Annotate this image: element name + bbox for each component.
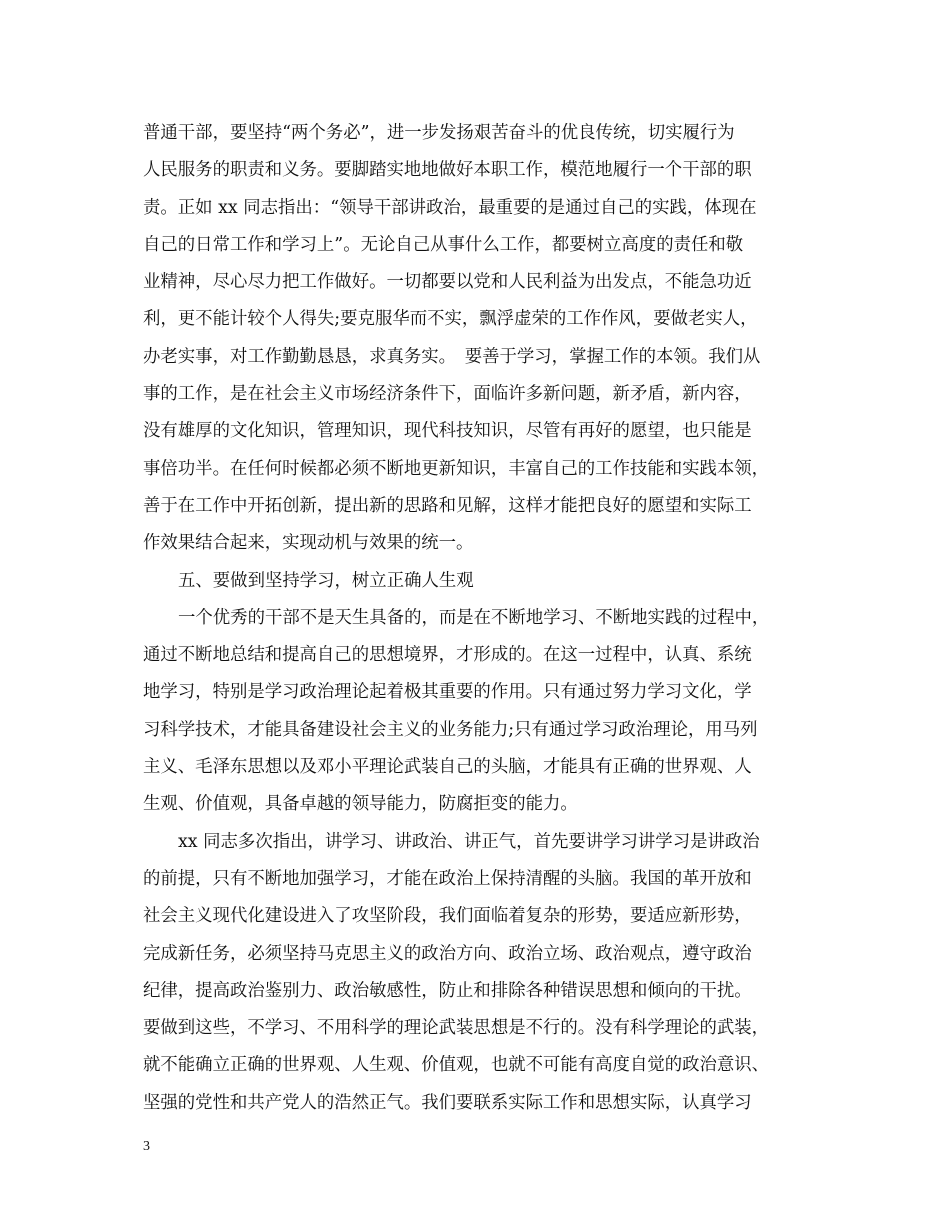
text-line: 业精神，尽心尽力把工作做好。一切都要以党和人民利益为出发点，不能急功近 (143, 272, 752, 293)
text-line: 作效果结合起来，实现动机与效果的统一。 (143, 533, 474, 554)
text-line: 人民服务的职责和义务。要脚踏实地地做好本职工作，模范地履行一个干部的职 (143, 160, 752, 181)
text-line: 一个优秀的干部不是天生具备的，而是在不断地学习、不断地实践的过程中， (178, 607, 770, 628)
text-line: 责。正如 xx 同志指出：“领导干部讲政治，最重要的是通过自己的实践，体现在 (143, 197, 757, 218)
text-line: 纪律，提高政治鉴别力、政治敏感性，防止和排除各种错误思想和倾向的干扰。 (143, 980, 752, 1001)
text-line: 普通干部，要坚持“两个务必”，进一步发扬艰苦奋斗的优良传统，切实履行为 (143, 123, 735, 143)
page-number: 3 (143, 1139, 150, 1154)
text-line: 自己的日常工作和学习上”。无论自己从事什么工作，都要树立高度的责任和敬 (143, 234, 744, 255)
text-line: 生观、价值观，具备卓越的领导能力，防腐拒变的能力。 (143, 794, 578, 815)
text-line: 要做到这些，不学习、不用科学的理论武装思想是不行的。没有科学理论的武装， (143, 1018, 770, 1039)
body-text (143, 115, 823, 1122)
text-line: 的前提，只有不断地加强学习，才能在政治上保持清醒的头脑。我国的革开放和 (143, 868, 752, 889)
text-line: 坚强的党性和共产党人的浩然正气。我们要联系实际工作和思想实际，认真学习 (143, 1092, 752, 1113)
text-line: 通过不断地总结和提高自己的思想境界，才形成的。在这一过程中，认真、系统 (143, 645, 752, 666)
text-line: 就不能确立正确的世界观、人生观、价值观，也就不可能有高度自觉的政治意识、 (143, 1055, 770, 1076)
text-line: 社会主义现代化建设进入了攻坚阶段，我们面临着复杂的形势，要适应新形势， (143, 906, 752, 927)
text-line: xx 同志多次指出，讲学习、讲政治、讲正气，首先要讲学习讲学习是讲政治 (178, 831, 760, 852)
text-line: 完成新任务，必须坚持马克思主义的政治方向、政治立场、政治观点，遵守政治 (143, 943, 752, 964)
section-heading: 五、要做到坚持学习，树立正确人生观 (178, 570, 474, 591)
text-line: 没有雄厚的文化知识，管理知识，现代科技知识，尽管有再好的愿望，也只能是 (143, 421, 752, 442)
text-line: 习科学技术，才能具备建设社会主义的业务能力;只有通过学习政治理论，用马列 (143, 719, 758, 740)
text-line: 事的工作，是在社会主义市场经济条件下，面临许多新问题，新矛盾，新内容， (143, 384, 752, 405)
text-line: 利，更不能计较个人得失;要克服华而不实，飘浮虚荣的工作作风，要做老实人， (143, 309, 758, 330)
text-line: 主义、毛泽东思想以及邓小平理论武装自己的头脑，才能具有正确的世界观、人 (143, 757, 752, 778)
text-line: 善于在工作中开拓创新，提出新的思路和见解，这样才能把良好的愿望和实际工 (143, 495, 752, 516)
text-line: 地学习，特别是学习政治理论起着极其重要的作用。只有通过努力学习文化，学 (143, 682, 752, 703)
text-line: 办老实事，对工作勤勤恳恳，求真务实。 要善于学习，掌握工作的本领。我们从 (143, 346, 761, 367)
text-line: 事倍功半。在任何时候都必须不断地更新知识，丰富自己的工作技能和实践本领， (143, 458, 770, 479)
